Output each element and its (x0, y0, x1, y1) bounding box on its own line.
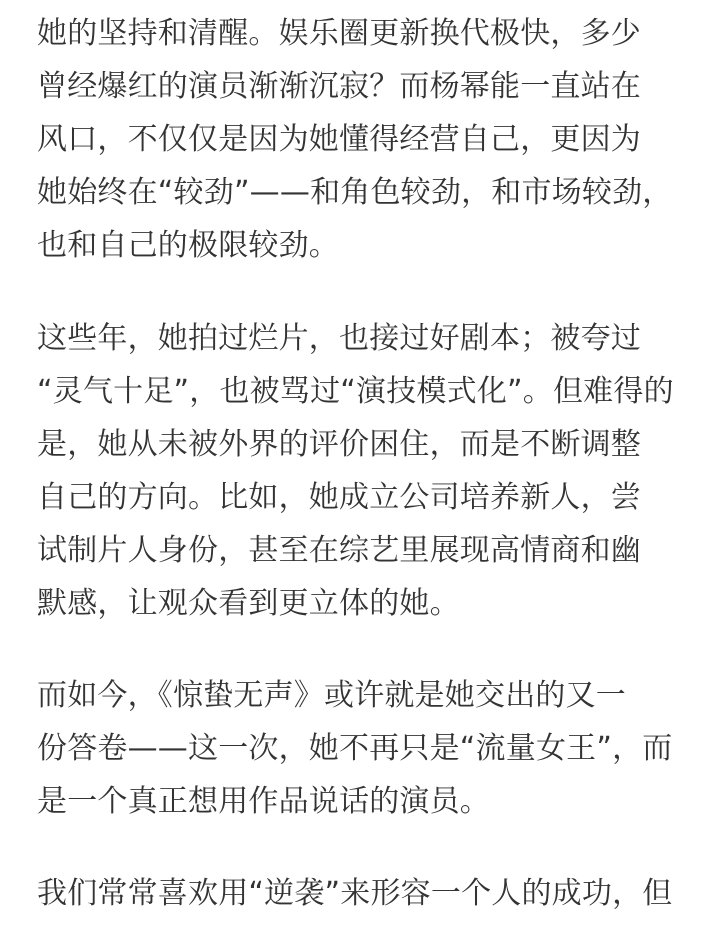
paragraph (37, 669, 672, 828)
text-line: 份答卷——这一次，她不再只是“流量女王”，而 (37, 731, 673, 766)
paragraph (37, 312, 674, 630)
text-line: 她的坚持和清醒。娱乐圈更新换代极快，多少 (37, 16, 641, 51)
text-line: 而如今，《惊蛰无声》或许就是她交出的又一 (37, 678, 626, 713)
text-line: “灵气十足”，也被骂过“演技模式化”。但难得的 (37, 374, 674, 409)
text-line: 曾经爆红的演员渐渐沉寂？而杨幂能一直站在 (37, 69, 641, 104)
text-line: 我们常常喜欢用“逆袭”来形容一个人的成功，但 (37, 876, 673, 911)
paragraph (37, 7, 672, 272)
text-line: 默感，让观众看到更立体的她。 (37, 586, 460, 621)
text-line: 这些年，她拍过烂片，也接过好剧本；被夸过 (37, 321, 641, 356)
text-line: 自己的方向。比如，她成立公司培养新人，尝 (37, 480, 641, 515)
text-line: 也和自己的极限较劲。 (37, 228, 339, 263)
text-line: 她始终在“较劲”——和角色较劲，和市场较劲， (37, 175, 673, 210)
paragraph (37, 867, 672, 920)
text-line: 试制片人身份，甚至在综艺里展现高情商和幽 (37, 533, 641, 568)
text-line: 是一个真正想用作品说话的演员。 (37, 784, 490, 819)
text-line: 风口，不仅仅是因为她懂得经营自己，更因为 (37, 122, 641, 157)
text-line: 是，她从未被外界的评价困住，而是不断调整 (37, 427, 641, 462)
